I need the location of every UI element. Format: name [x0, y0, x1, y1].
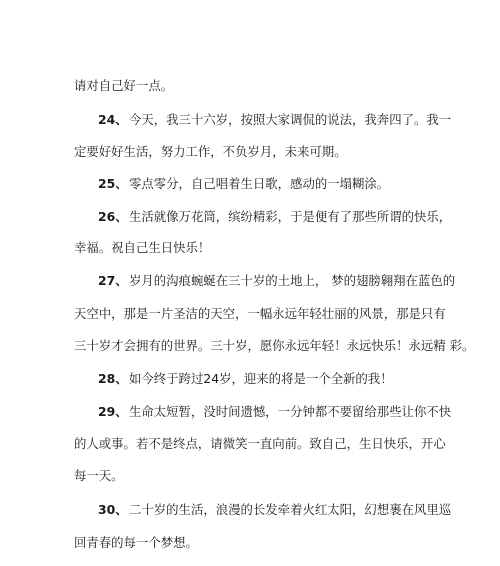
entry-text: 如今终于跨过24岁，迎来的将是一个全新的我！ [129, 371, 393, 386]
entry-text: 回青春的每一个梦想。 [74, 535, 198, 550]
entry-text: 生活就像万花筒，缤纷精彩，于是便有了那些所谓的快乐， [129, 209, 452, 224]
entry-number: 25、 [98, 176, 128, 191]
entry-text: 生命太短暂，没时间遗憾，一分钟都不要留给那些让你不快 [129, 404, 452, 419]
entry-number: 26、 [98, 209, 128, 224]
entry-number: 29、 [98, 404, 128, 419]
entry-number: 24、 [98, 112, 128, 127]
entry-number: 30、 [98, 502, 128, 517]
entry-text: 零点零分，自己唱着生日歌，感动的一塌糊涂。 [129, 176, 390, 191]
entry-text: 今天，我三十六岁，按照大家调侃的说法，我奔四了。我一 [129, 112, 452, 127]
entry-text: 三十岁才会拥有的世界。三十岁，愿你永远年轻！永远快乐！永远精 彩。 [74, 338, 475, 353]
entry-text: 幸福。祝自己生日快乐！ [74, 240, 211, 255]
intro-tail-text: 请对自己好一点。 [74, 78, 174, 93]
entry-text: 天空中，那是一片圣洁的天空，一幅永远年轻壮丽的风景，那是只有 [74, 306, 446, 321]
entry-text: 岁月的沟痕蜿蜒在三十岁的土地上， 梦的翅膀翱翔在蓝色的 [129, 273, 456, 288]
entry-text: 每一天。 [74, 468, 124, 483]
entry-number: 28、 [98, 371, 128, 386]
entry-text: 的人或事。若不是终点，请微笑一直向前。致自己，生日快乐，开心 [74, 436, 446, 451]
entry-number: 27、 [98, 273, 128, 288]
entry-text: 二十岁的生活，浪漫的长发牵着火红太阳，幻想裹在风里巡 [129, 502, 452, 517]
entry-text: 定要好好生活，努力工作，不负岁月，未来可期。 [74, 144, 347, 159]
